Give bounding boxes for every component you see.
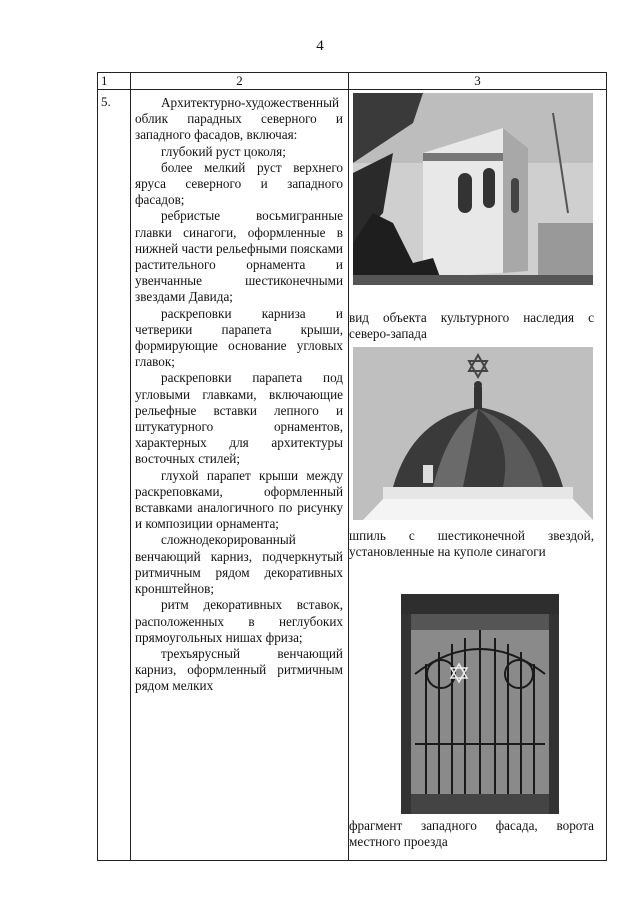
heritage-table bbox=[97, 72, 607, 861]
caption-gate: фрагмент западного фасада, ворота местного проезда bbox=[349, 818, 594, 849]
page-number: 4 bbox=[316, 38, 324, 54]
header-col-2: 2 bbox=[131, 73, 349, 90]
feature-item: ритм декоративных вставок, расположенных в неглубоких прямоугольных нишах фриза; bbox=[135, 597, 343, 645]
row-number: 5. bbox=[101, 94, 111, 109]
feature-item: Архитектурно-художественный облик парадных северного и западного фасадов, включая: bbox=[135, 95, 343, 143]
feature-item: трехъярусный венчающий карниз, оформленный ритмичным рядом мелких bbox=[135, 645, 343, 694]
caption-facade: вид объекта культурного наследия с северо-запада bbox=[349, 310, 594, 341]
header-col-1: 1 bbox=[98, 73, 131, 90]
table-header-row bbox=[98, 73, 607, 90]
feature-item: раскреповки карниза и четверики парапета крыши, формирующие основание угловых главок; bbox=[135, 305, 343, 370]
feature-item: раскреповки парапета под угловыми главками, включающие рельефные вставки лепного и штукатурного орнаментов, характерных для архитектуры восточных стилей; bbox=[135, 370, 343, 467]
table-row bbox=[98, 90, 607, 861]
header-col-3: 3 bbox=[349, 73, 607, 90]
feature-item: глухой парапет крыши между раскреповками, оформленный вставками аналогичного по рисунку и композиции орнамента; bbox=[135, 467, 343, 532]
caption-dome: шпиль с шестиконечной звездой, установленные на куполе синагоги bbox=[349, 528, 594, 559]
feature-item: глубокий руст цоколя; bbox=[161, 143, 286, 159]
gate-photo bbox=[401, 594, 559, 814]
feature-item: ребристые восьмигранные главки синагоги, оформленные в нижней части рельефными поясками растительного орнамента и увенчанные шестиконечными звездами Давида; bbox=[135, 208, 343, 305]
feature-item: более мелкий руст верхнего яруса северного и западного фасадов; bbox=[135, 159, 343, 208]
dome-photo bbox=[353, 347, 593, 520]
feature-description bbox=[131, 90, 348, 695]
facade-photo bbox=[353, 93, 593, 285]
feature-item: сложнодекорированный венчающий карниз, подчеркнутый ритмичным рядом декоративных кронштейнов; bbox=[135, 532, 343, 597]
